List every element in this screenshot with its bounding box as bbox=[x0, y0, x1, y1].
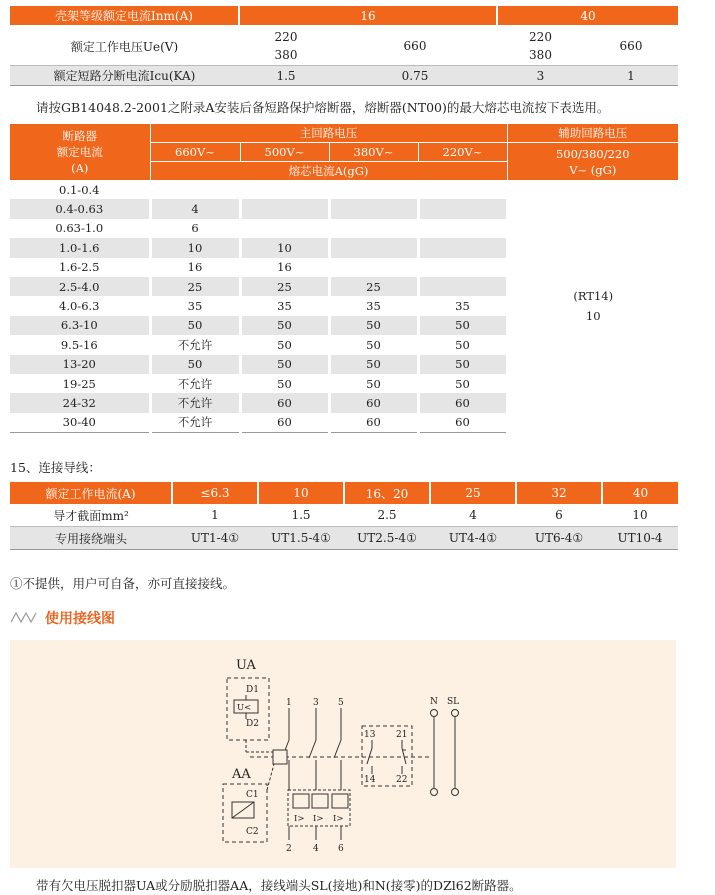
fuse-selection-table bbox=[10, 124, 678, 433]
fuse-current-cell: 60 bbox=[240, 413, 329, 433]
ua-label: UA bbox=[236, 658, 256, 673]
d2-label: D2 bbox=[246, 719, 259, 729]
fuse-current-cell bbox=[418, 277, 507, 296]
fuse-current-cell: 50 bbox=[418, 335, 507, 354]
rated-current-cell: 0.1-0.4 bbox=[59, 182, 100, 197]
fuse-current-cell: 16 bbox=[240, 258, 329, 277]
n-label: N bbox=[430, 697, 438, 707]
aux-13: 13 bbox=[364, 730, 376, 740]
terminal-label: 专用接绕端头 bbox=[10, 527, 172, 550]
wire-section-label: 导才截面mm² bbox=[53, 508, 129, 523]
current-cell: 40 bbox=[602, 482, 678, 504]
breaking-capacity-cell: 1 bbox=[584, 66, 678, 86]
current-cell: 10 bbox=[258, 482, 344, 504]
aa-box bbox=[223, 784, 267, 842]
fuse-current-cell: 不允许 bbox=[150, 374, 240, 393]
fuse-current-cell bbox=[150, 180, 240, 199]
fuse-current-cell: 35 bbox=[150, 296, 240, 315]
aux-21: 21 bbox=[396, 730, 408, 740]
aux-22: 22 bbox=[396, 775, 408, 785]
rated-current-cell: 19-25 bbox=[62, 376, 96, 391]
rated-current-cell: 4.0-6.3 bbox=[59, 299, 100, 314]
current-cell: ≤6.3 bbox=[172, 482, 258, 504]
rated-current-cell: 1.6-2.5 bbox=[59, 260, 100, 275]
voltage-660-header: 660V~ bbox=[150, 143, 240, 162]
fuse-current-cell: 35 bbox=[329, 296, 418, 315]
breaking-capacity-cell: 1.5 bbox=[239, 66, 333, 86]
n-terminal-top bbox=[431, 710, 438, 717]
fuse-current-cell bbox=[329, 258, 418, 277]
aa-label: AA bbox=[232, 767, 251, 782]
terminal-cell: UT1-4① bbox=[172, 527, 258, 550]
voltage-500-header: 500V~ bbox=[240, 143, 329, 162]
diagram-caption: 带有欠电压脱扣器UA或分励脱扣器AA，接线端头SL(接地)和N(接零)的DZl62断路器。 bbox=[36, 878, 522, 893]
fuse-current-cell: 25 bbox=[240, 277, 329, 296]
fuse-current-cell: 60 bbox=[418, 393, 507, 412]
breaker-rating-table bbox=[10, 6, 678, 86]
fuse-current-cell: 6 bbox=[150, 219, 240, 238]
u-symbol: U< bbox=[237, 703, 252, 713]
breaking-capacity-cell: 0.75 bbox=[333, 66, 497, 86]
current-cell: 25 bbox=[430, 482, 516, 504]
terminal-5: 5 bbox=[338, 698, 344, 708]
wire-section-title: 15、连接导线： bbox=[10, 460, 101, 475]
fuse-current-cell bbox=[240, 219, 329, 238]
wire-section-cell: 1 bbox=[211, 508, 219, 522]
rated-voltage-cell: 660 bbox=[584, 26, 678, 66]
n-terminal-bottom bbox=[431, 789, 438, 796]
fuse-current-cell: 50 bbox=[240, 355, 329, 374]
frame-current-label: 壳架等级额定电流Inm(A) bbox=[10, 6, 239, 26]
breaking-capacity-cell: 3 bbox=[497, 66, 584, 86]
fuse-note: 请按GB14048.2-2001之附录A安装后备短路保护熔断器，熔断器(NT00)的最大熔芯电流按下表选用。 bbox=[36, 100, 610, 115]
terminal-1: 1 bbox=[286, 698, 292, 708]
fuse-current-cell: 50 bbox=[418, 355, 507, 374]
fuse-current-cell: 60 bbox=[240, 393, 329, 412]
fuse-current-cell bbox=[240, 199, 329, 218]
fuse-current-cell: 50 bbox=[150, 316, 240, 335]
rated-current-cell: 0.63-1.0 bbox=[55, 221, 104, 236]
fuse-current-cell: 50 bbox=[329, 316, 418, 335]
fuse-current-cell bbox=[329, 219, 418, 238]
terminal-footnote: ①不提供，用户可自备，亦可直接接线。 bbox=[10, 576, 236, 591]
sl-label: SL bbox=[447, 697, 460, 707]
terminal-cell: UT10-4 bbox=[602, 527, 678, 550]
wire-section-cell: 10 bbox=[632, 508, 648, 522]
aux-circuit-header: 辅助回路电压 bbox=[507, 124, 678, 143]
d1-label: D1 bbox=[246, 685, 259, 695]
wire-section-cell: 6 bbox=[555, 508, 563, 522]
voltage-220-header: 220V~ bbox=[418, 143, 507, 162]
fuse-current-cell bbox=[418, 199, 507, 218]
rated-current-cell: 30-40 bbox=[10, 413, 150, 433]
aux-14: 14 bbox=[364, 775, 376, 785]
terminal-cell: UT2.5-4① bbox=[344, 527, 430, 550]
sl-terminal-bottom bbox=[452, 789, 459, 796]
current-label: 额定工作电流(A) bbox=[10, 482, 172, 504]
main-circuit-header: 主回路电压 bbox=[150, 124, 507, 143]
fuse-current-cell: 35 bbox=[418, 296, 507, 315]
fuse-current-cell bbox=[418, 258, 507, 277]
frame-16-header: 16 bbox=[239, 6, 497, 26]
fuse-current-cell bbox=[329, 199, 418, 218]
terminal-cell: UT4-4① bbox=[430, 527, 516, 550]
fuse-current-cell: 10 bbox=[240, 238, 329, 257]
trip-label: I> bbox=[294, 814, 305, 824]
fuse-current-cell bbox=[418, 219, 507, 238]
fuse-current-cell: 50 bbox=[240, 316, 329, 335]
terminal-4: 4 bbox=[313, 844, 319, 854]
fuse-current-cell: 不允许 bbox=[150, 393, 240, 412]
fuse-current-cell: 50 bbox=[329, 335, 418, 354]
rated-current-cell: 24-32 bbox=[10, 393, 150, 412]
aux-voltage-header: 500/380/220 V~ (gG) bbox=[507, 143, 678, 181]
section-title: 使用接线图 bbox=[45, 611, 115, 627]
rated-current-cell: 1.0-1.6 bbox=[10, 238, 150, 257]
breaker-current-header: 断路器 额定电流 (A) bbox=[10, 124, 150, 180]
current-cell: 16、20 bbox=[344, 482, 430, 504]
fuse-current-cell: 不允许 bbox=[150, 413, 240, 433]
rated-voltage-cell: 220 380 bbox=[239, 26, 333, 66]
terminal-2: 2 bbox=[286, 844, 292, 854]
rated-current-cell: 9.5-16 bbox=[60, 337, 98, 352]
trip-label: I> bbox=[313, 814, 324, 824]
fuse-current-header: 熔芯电流A(gG) bbox=[150, 162, 507, 181]
terminal-cell: UT1.5-4① bbox=[258, 527, 344, 550]
rated-voltage-label: 额定工作电压Ue(V) bbox=[10, 26, 239, 66]
aux-fuse-current: 10 bbox=[585, 309, 601, 324]
rated-current-cell: 0.4-0.63 bbox=[10, 199, 150, 218]
terminal-6: 6 bbox=[338, 844, 344, 854]
terminal-3: 3 bbox=[313, 698, 319, 708]
wire-section-cell: 1.5 bbox=[291, 508, 311, 522]
current-cell: 32 bbox=[516, 482, 602, 504]
sl-terminal-top bbox=[452, 710, 459, 717]
aux-fuse-value bbox=[507, 180, 678, 433]
fuse-current-cell: 25 bbox=[329, 277, 418, 296]
fuse-current-cell: 50 bbox=[240, 374, 329, 393]
frame-40-header: 40 bbox=[497, 6, 678, 26]
rated-voltage-cell: 660 bbox=[333, 26, 497, 66]
fuse-current-cell: 50 bbox=[240, 335, 329, 354]
wire-section-cell: 4 bbox=[469, 508, 477, 522]
fuse-current-cell: 50 bbox=[329, 355, 418, 374]
voltage-380-header: 380V~ bbox=[329, 143, 418, 162]
c2-label: C2 bbox=[246, 827, 259, 837]
rated-current-cell: 2.5-4.0 bbox=[10, 277, 150, 296]
trip-mechanism-icon bbox=[273, 750, 287, 764]
fuse-current-cell: 不允许 bbox=[150, 335, 240, 354]
terminal-cell: UT6-4① bbox=[516, 527, 602, 550]
fuse-current-cell: 60 bbox=[329, 393, 418, 412]
rated-current-cell: 6.3-10 bbox=[10, 316, 150, 335]
fuse-current-cell bbox=[418, 180, 507, 199]
fuse-current-cell bbox=[329, 238, 418, 257]
fuse-current-cell: 35 bbox=[240, 296, 329, 315]
wire-table bbox=[10, 482, 678, 550]
fuse-current-cell: 4 bbox=[150, 199, 240, 218]
wiring-diagram bbox=[10, 640, 676, 868]
fuse-current-cell: 16 bbox=[150, 258, 240, 277]
rated-voltage-cell: 220 380 bbox=[497, 26, 584, 66]
fuse-current-cell: 50 bbox=[418, 374, 507, 393]
fuse-current-cell bbox=[418, 238, 507, 257]
wire-section-cell: 2.5 bbox=[377, 508, 397, 522]
fuse-current-cell bbox=[329, 180, 418, 199]
fuse-current-cell: 60 bbox=[418, 413, 507, 433]
fuse-current-cell: 60 bbox=[329, 413, 418, 433]
breaking-capacity-label: 额定短路分断电流Icu(KA) bbox=[10, 66, 239, 86]
wiring-diagram-panel bbox=[10, 640, 676, 868]
table-row bbox=[10, 180, 678, 199]
fuse-current-cell: 50 bbox=[150, 355, 240, 374]
zigzag-icon bbox=[10, 610, 38, 624]
fuse-current-cell: 10 bbox=[150, 238, 240, 257]
c1-label: C1 bbox=[246, 790, 259, 800]
fuse-current-cell: 25 bbox=[150, 277, 240, 296]
fuse-current-cell bbox=[240, 180, 329, 199]
fuse-current-cell: 50 bbox=[418, 316, 507, 335]
trip-label: I> bbox=[333, 814, 344, 824]
aux-fuse-type: (RT14) bbox=[573, 289, 614, 304]
fuse-current-cell: 50 bbox=[329, 374, 418, 393]
rated-current-cell: 13-20 bbox=[10, 355, 150, 374]
